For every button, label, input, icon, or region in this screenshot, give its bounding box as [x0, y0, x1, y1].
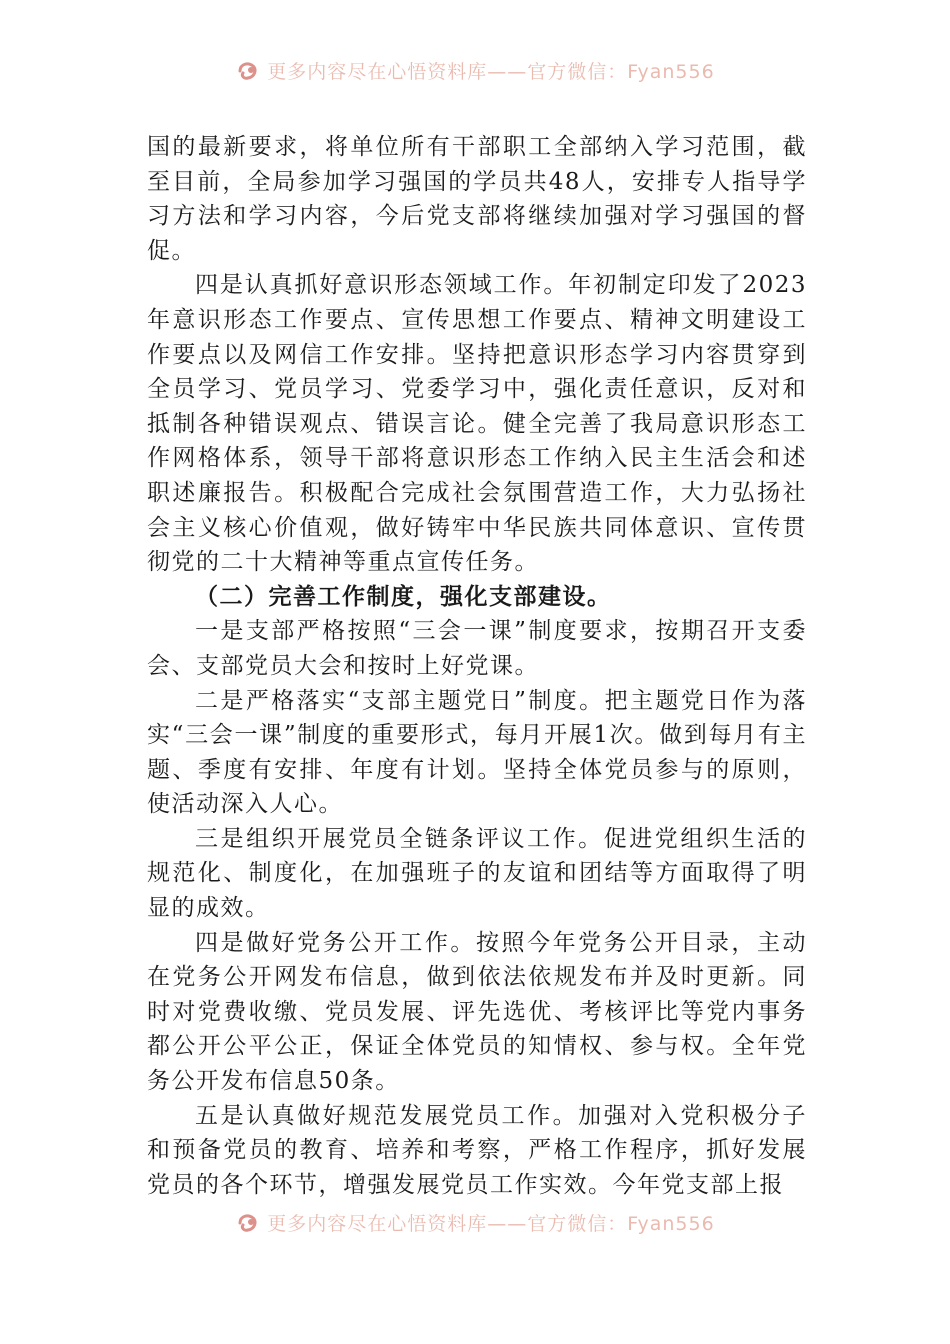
watermark-header	[0, 52, 950, 88]
watermark-footer	[0, 1204, 950, 1240]
logo-icon	[235, 1209, 261, 1235]
document-body	[147, 130, 807, 1202]
paragraph-point-3: 三是组织开展党员全链条评议工作。促进党组织生活的规范化、制度化，在加强班子的友谊和团结等方面取得了明显的成效。	[147, 825, 807, 922]
paragraph-point-2: 二是严格落实“支部主题党日”制度。把主题党日作为落实“三会一课”制度的重要形式，每月开展1次。做到每月有主题、季度有安排、年度有计划。坚持全体党员参与的原则，使活动深入人心。	[147, 687, 807, 818]
watermark-text: 更多内容尽在心悟资料库——官方微信：Fyan556	[267, 60, 715, 83]
watermark-text: 更多内容尽在心悟资料库——官方微信：Fyan556	[267, 1212, 715, 1235]
paragraph-continued: 国的最新要求，将单位所有干部职工全部纳入学习范围，截至目前，全局参加学习强国的学员共48人，安排专人指导学习方法和学习内容，今后党支部将继续加强对学习强国的督促。	[147, 134, 807, 264]
paragraph-point-4: 四是做好党务公开工作。按照今年党务公开目录，主动在党务公开网发布信息，做到依法依规发布并及时更新。同时对党费收缴、党员发展、评先选优、考核评比等党内事务都公开公平公正，保证全体党员的知情权、参与权。全年党务公开发布信息50条。	[147, 929, 807, 1095]
section-heading: （二）完善工作制度，强化支部建设。	[195, 582, 612, 610]
logo-icon	[235, 57, 261, 83]
paragraph-ideology-work: 四是认真抓好意识形态领域工作。年初制定印发了2023年意识形态工作要点、宣传思想工作要点、精神文明建设工作要点以及网信工作安排。坚持把意识形态学习内容贯穿到全员学习、党员学习、党委学习中，强化责任意识，反对和抵制各种错误观点、错误言论。健全完善了我局意识形态工作网格体系，领导干部将意识形态工作纳入民主生活会和述职述廉报告。积极配合完成社会氛围营造工作，大力弘扬社会主义核心价值观，做好铸牢中华民族共同体意识、宣传贯彻党的二十大精神等重点宣传任务。	[147, 272, 807, 576]
paragraph-point-5: 五是认真做好规范发展党员工作。加强对入党积极分子和预备党员的教育、培养和考察，严格工作程序，抓好发展党员的各个环节，增强发展党员工作实效。今年党支部上报	[147, 1102, 807, 1198]
paragraph-point-1: 一是支部严格按照“三会一课”制度要求，按期召开支委会、支部党员大会和按时上好党课。	[147, 618, 807, 679]
